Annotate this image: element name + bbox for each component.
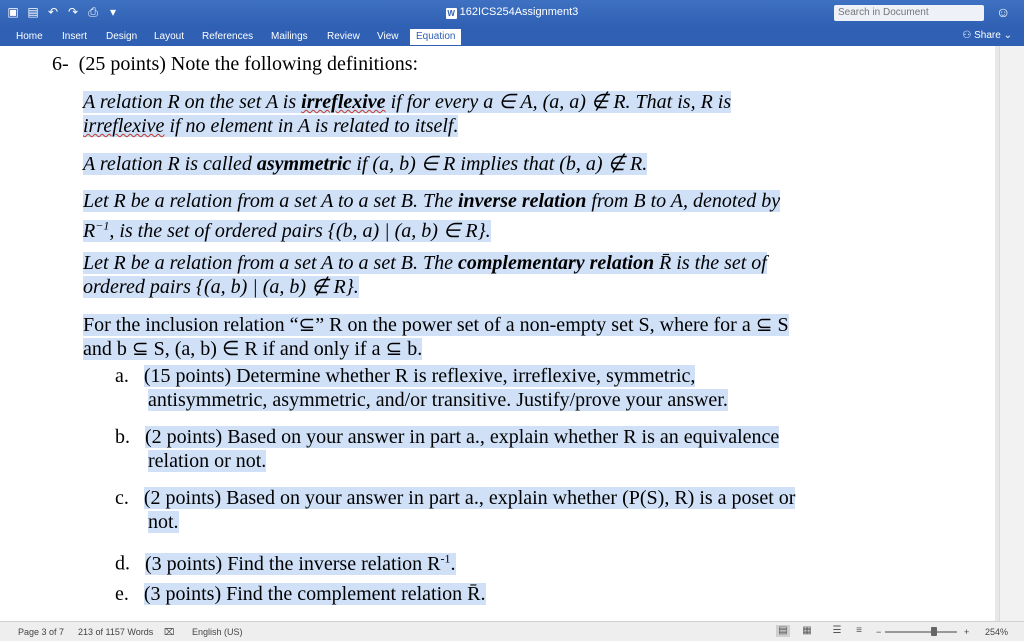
zoom-level[interactable]: 254% — [985, 627, 1009, 637]
def3-superscript: −1 — [95, 218, 110, 232]
def3-r: R — [83, 219, 96, 242]
word-count[interactable]: 213 of 1157 Words — [78, 627, 154, 637]
zoom-slider[interactable] — [885, 631, 957, 633]
language[interactable]: English (US) — [192, 627, 243, 637]
zoom-in-button[interactable]: + — [964, 627, 970, 637]
tab-insert[interactable]: Insert — [62, 31, 88, 42]
outline-view-icon[interactable]: ☰ — [832, 625, 842, 636]
web-layout-view-icon[interactable]: ▦ — [802, 625, 812, 636]
def1-line1 — [83, 90, 731, 114]
item-a-text-1: (15 points) Determine whether R is reflexive, irreflexive, symmetric, — [143, 365, 696, 387]
def4-term: complementary relation — [457, 252, 655, 274]
item-d-period: . — [450, 552, 456, 575]
item-a-text-2: antisymmetric, asymmetric, and/or transitive. Justify/prove your answer. — [148, 389, 728, 411]
customize-toolbar-icon[interactable]: ▾ — [109, 5, 117, 19]
item-c-label: c. — [115, 487, 129, 509]
item-d-label: d. — [115, 552, 130, 575]
def4-text-a: Let R be a relation from a set A to a set B. The — [83, 252, 458, 274]
tab-home[interactable]: Home — [16, 31, 43, 42]
item-a-line2 — [148, 388, 728, 412]
def3-line2 — [83, 213, 491, 242]
tab-equation[interactable]: Equation — [410, 29, 461, 45]
item-e-text: (3 points) Find the complement relation R̄. — [143, 583, 486, 605]
tab-layout[interactable]: Layout — [154, 31, 185, 42]
title-bar — [0, 0, 1024, 27]
search-input[interactable] — [834, 5, 984, 21]
tab-design[interactable]: Design — [106, 31, 138, 42]
item-b-text-2: relation or not. — [148, 450, 267, 472]
heading-number: 6- — [52, 53, 69, 75]
item-a-label: a. — [115, 365, 129, 387]
item-c-text-2: not. — [148, 511, 179, 533]
redo-icon[interactable]: ↷ — [67, 5, 79, 19]
def1-term2: irreflexive — [83, 115, 165, 137]
save-icon[interactable]: ▤ — [27, 5, 39, 19]
vertical-scrollbar[interactable] — [999, 46, 1024, 621]
draft-view-icon[interactable]: ≡ — [856, 625, 862, 636]
undo-icon[interactable]: ↶ — [47, 5, 59, 19]
inclusion-text-1: For the inclusion relation “⊆” R on the power set of a non-empty set S, where for a ⊆ S — [83, 314, 789, 336]
item-b-line1 — [115, 425, 779, 449]
item-d-superscript: -1 — [440, 551, 451, 565]
def4-text-c: R̄ is the set of — [654, 252, 767, 274]
print-layout-view-icon[interactable]: ▤ — [776, 625, 790, 637]
tab-references[interactable]: References — [202, 31, 254, 42]
add-person-icon: ⚇ — [962, 30, 975, 41]
document-page[interactable] — [0, 46, 1024, 621]
def1-text-c: if for every a ∈ A, (a, a) ∉ R. That is, R is — [385, 91, 732, 113]
document-title-text: 162ICS254Assignment3 — [459, 6, 579, 18]
item-c-text-1: (2 points) Based on your answer in part a., explain whether (P(S), R) is a poset or — [143, 487, 796, 509]
def2-text-c: if (a, b) ∈ R implies that (b, a) ∉ R. — [351, 153, 648, 175]
heading-line — [52, 52, 418, 76]
def1-term: irreflexive — [301, 91, 386, 113]
item-d-line — [115, 546, 456, 575]
zoom-out-button[interactable]: − — [876, 627, 882, 637]
item-e-label: e. — [115, 583, 129, 605]
proofing-icon[interactable]: ⌧ — [164, 627, 175, 637]
def4-text-d: ordered pairs {(a, b) | (a, b) ∉ R}. — [83, 276, 359, 298]
inclusion-line1 — [83, 313, 789, 337]
item-e-line — [115, 582, 486, 606]
def3-text-c: from B to A, denoted by — [586, 190, 781, 212]
item-c-line2 — [148, 510, 179, 534]
def2-text-a: A relation R is called — [83, 153, 257, 175]
def3-term: inverse relation — [457, 190, 587, 212]
def2-term: asymmetric — [256, 153, 352, 175]
inclusion-text-2: and b ⊆ S, (a, b) ∈ R if and only if a ⊆ b. — [83, 338, 423, 360]
feedback-smiley-icon[interactable]: ☺ — [996, 4, 1011, 20]
item-b-line2 — [148, 449, 266, 473]
item-a-line1 — [115, 364, 695, 388]
item-c-line1 — [115, 486, 795, 510]
share-button[interactable]: ⚇ Share ⌄ — [962, 30, 1012, 41]
def4-line1 — [83, 251, 767, 275]
def1-text-e: if no element in A is related to itself. — [164, 115, 459, 137]
def2-line — [83, 152, 647, 176]
def3-text-a: Let R be a relation from a set A to a set B. The — [83, 190, 458, 212]
inclusion-line2 — [83, 337, 422, 361]
item-b-text-1: (2 points) Based on your answer in part a., explain whether R is an equivalence — [145, 426, 780, 448]
tab-view[interactable]: View — [377, 31, 399, 42]
zoom-slider-handle[interactable] — [931, 627, 937, 636]
tab-review[interactable]: Review — [327, 31, 360, 42]
item-b-label: b. — [115, 426, 130, 448]
def1-text-a: A relation R on the set A is — [83, 91, 302, 113]
status-bar — [0, 621, 1024, 641]
def1-line2 — [83, 114, 458, 138]
tab-mailings[interactable]: Mailings — [271, 31, 308, 42]
word-doc-icon: W — [447, 9, 455, 18]
item-d-text: (3 points) Find the inverse relation R — [145, 552, 441, 575]
print-icon[interactable]: ⎙ — [88, 5, 98, 19]
def3-text-e: , is the set of ordered pairs {(b, a) | (a, b) ∈ R}. — [109, 219, 491, 242]
def4-line2 — [83, 275, 359, 299]
heading-text: (25 points) Note the following definitions: — [78, 53, 419, 75]
ribbon-tabs — [0, 27, 1024, 46]
page-count[interactable]: Page 3 of 7 — [18, 627, 65, 637]
def3-line1 — [83, 189, 780, 213]
sidebar-toggle-icon[interactable]: ▣ — [7, 5, 19, 19]
share-label: Share — [974, 30, 1001, 41]
